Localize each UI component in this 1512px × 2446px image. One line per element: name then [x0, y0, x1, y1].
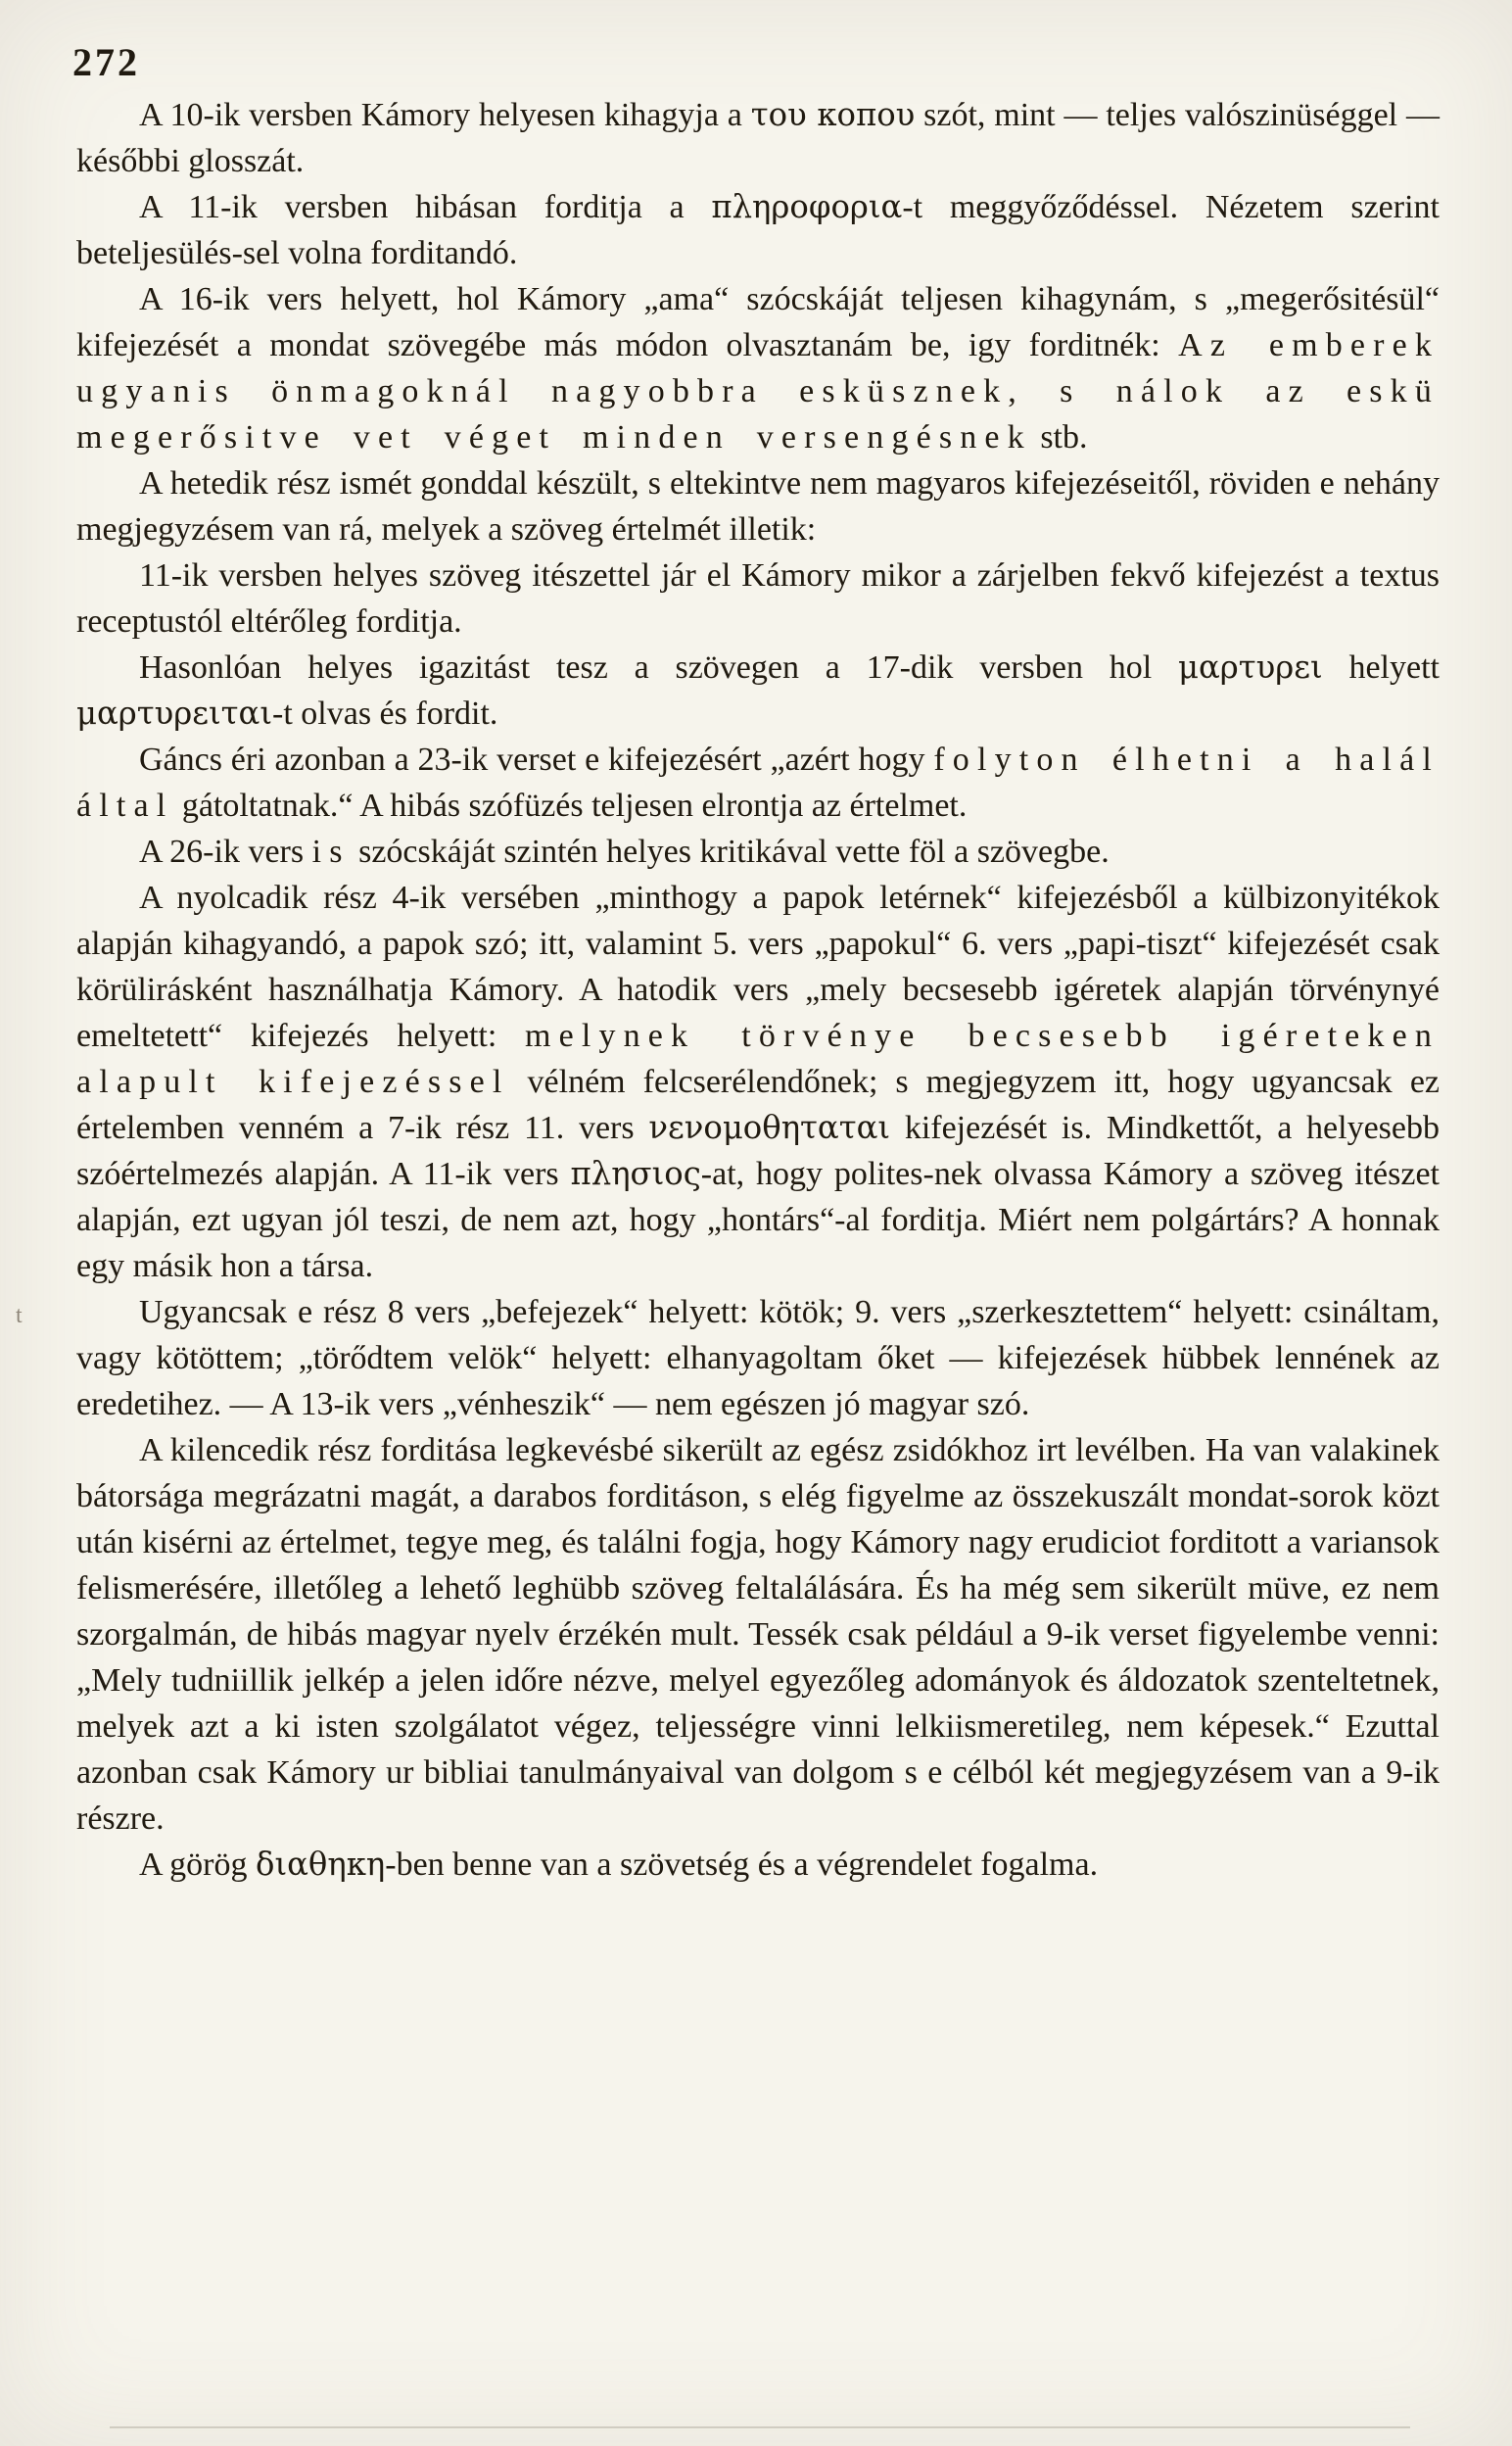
paragraph	[76, 1289, 1440, 1427]
text-segment: szót, mint — teljes valószinüséggel — későbbi glosszát.	[76, 97, 1440, 179]
text-segment: A kilencedik rész forditása legkevésbé sikerült az egész zsidókhoz irt levélben. Ha van valakinek bátorsága megrázatni magát, a darabos forditáson, s elég figyelme az összekuszált mondat-sorok közt után kisérni az értelmet, tegye meg, és találni fogja, hogy Kámory nagy erudiciot forditott a variansok felismerésére, illetőleg a lehető leghübb szöveg feltalálására. És ha még sem sikerült müve, ez nem szorgalmán, de hibás magyar nyelv érzékén mult. Tessék csak például a 9-ik verset figyelembe venni: „Mely tudniillik jelkép a jelen időre nézve, melyel egyezőleg adományok és áldozatok szenteltetnek, melyek azt a ki isten szolgálatot végez, teljességre vinni lelkiismeretileg, nem képesek.“ Ezuttal azonban csak Kámory ur bibliai tanulmányaival van dolgom s e célból két megjegyzésem van a 9-ik részre.	[76, 1432, 1440, 1837]
text-segment: -t meggyőződéssel. Nézetem szerint beteljesülés-sel volna forditandó.	[76, 189, 1440, 271]
text-segment: A 11-ik versben hibásan forditja a	[139, 189, 712, 225]
paragraph	[76, 875, 1440, 1289]
greek-term: πλησιος	[570, 1155, 701, 1192]
text-segment: -t olvas és fordit.	[272, 695, 498, 732]
text-segment: A hetedik rész ismét gonddal készült, s eltekintve nem magyaros kifejezéseitől, röviden e nehány megjegyzésem van rá, melyek a szöveg értelmét illetik:	[76, 465, 1440, 548]
letterspaced-emphasis: folyton élhetni a halál által	[76, 742, 1440, 824]
text-segment: Gáncs éri azonban a 23-ik verset e kifejezésért „azért hogy	[139, 742, 934, 778]
letterspaced-emphasis: Az emberek ugyanis önmagoknál nagyobbra esküsznek, s nálok az eskü megerősitve vet véget minden versengésnek	[76, 327, 1440, 456]
text-segment: -ben benne van a szövetség és a végrendelet fogalma.	[385, 1846, 1099, 1883]
paragraph	[76, 460, 1440, 552]
page-number: 272	[72, 40, 140, 84]
greek-term: του κοπου	[750, 96, 916, 133]
text-segment: kifejezését is. Mindkettőt, a helyesebb szóértelmezés alapján. A 11-ik vers	[76, 1110, 1440, 1192]
letterspaced-emphasis: is	[311, 834, 351, 870]
greek-term: διαθηκη	[256, 1846, 386, 1883]
margin-scan-artifact: t	[16, 1303, 23, 1328]
text-segment: -at, hogy polites-nek olvassa Kámory a szöveg itészet alapján, ezt ugyan jól teszi, de nem azt, hogy „hontárs“-al forditja. Miért nem polgártárs? A honnak egy másik hon a társa.	[76, 1156, 1440, 1284]
text-segment: A 16-ik vers helyett, hol Kámory „ama“ szócskáját teljesen kihagynám, s „megerősitésül“ kifejezését a mondat szövegébe más módon olvasztanám be, igy forditnék:	[76, 281, 1440, 363]
paragraph	[76, 645, 1440, 737]
paragraph	[76, 1842, 1440, 1888]
paragraph	[76, 1427, 1440, 1842]
text-segment: szócskáját szintén helyes kritikával vette föl a szövegbe.	[350, 834, 1110, 870]
text-segment: gátoltatnak.“ A hibás szófüzés teljesen elrontja az értelmet.	[173, 788, 968, 824]
paragraph	[76, 829, 1440, 875]
text-segment: Ugyancsak e rész 8 vers „befejezek“ helyett: kötök; 9. vers „szerkesztettem“ helyett: csináltam, vagy kötöttem; „törődtem velök“ helyett: elhanyagoltam őket — kifejezések hübbek lennének az eredetihez. — A 13-ik vers „vénheszik“ — nem egészen jó magyar szó.	[76, 1294, 1440, 1422]
text-segment: 11-ik versben helyes szöveg itészettel jár el Kámory mikor a zárjelben fekvő kifejezést a textus receptustól eltérőleg forditja.	[76, 557, 1440, 640]
greek-term: πληροφορια	[711, 188, 903, 225]
text-segment: helyett	[1322, 649, 1440, 686]
greek-term: νενομοθηταται	[648, 1109, 891, 1146]
greek-term: μαρτυρει	[1178, 648, 1323, 686]
text-segment: A 10-ik versben Kámory helyesen kihagyja a	[139, 97, 751, 133]
text-segment: A 26-ik vers	[139, 834, 312, 870]
greek-term: μαρτυρειται	[76, 695, 273, 732]
paragraph	[76, 276, 1440, 460]
letterspaced-emphasis: melynek törvénye becsesebb igéreteken alapult kifejezéssel	[76, 1018, 1440, 1100]
text-segment: vélném felcserélendőnek; s megjegyzem itt, hogy ugyancsak ez értelemben venném a 7-ik rész 11. vers	[76, 1064, 1441, 1146]
paragraph	[76, 184, 1440, 276]
paragraph	[76, 92, 1440, 184]
text-segment: stb.	[1031, 419, 1088, 456]
text-segment: A nyolcadik rész 4-ik versében „minthogy a papok letérnek“ kifejezésből a külbizonyitékok alapján kihagyandó, a papok szó; itt, valamint 5. vers „papokul“ 6. vers „papi-tiszt“ kifejezését csak körülirásként használhatja Kámory. A hatodik vers „mely becsesebb igéretek alapján törvénynyé emeltetett“ kifejezés helyett:	[76, 880, 1440, 1054]
text-segment: A görög	[139, 1846, 256, 1883]
paragraph	[76, 737, 1440, 829]
paragraph	[76, 552, 1440, 645]
page-text	[76, 92, 1440, 1888]
text-segment: Hasonlóan helyes igazitást tesz a szövegen a 17-dik versben hol	[139, 649, 1178, 686]
bottom-rule	[110, 2426, 1410, 2428]
